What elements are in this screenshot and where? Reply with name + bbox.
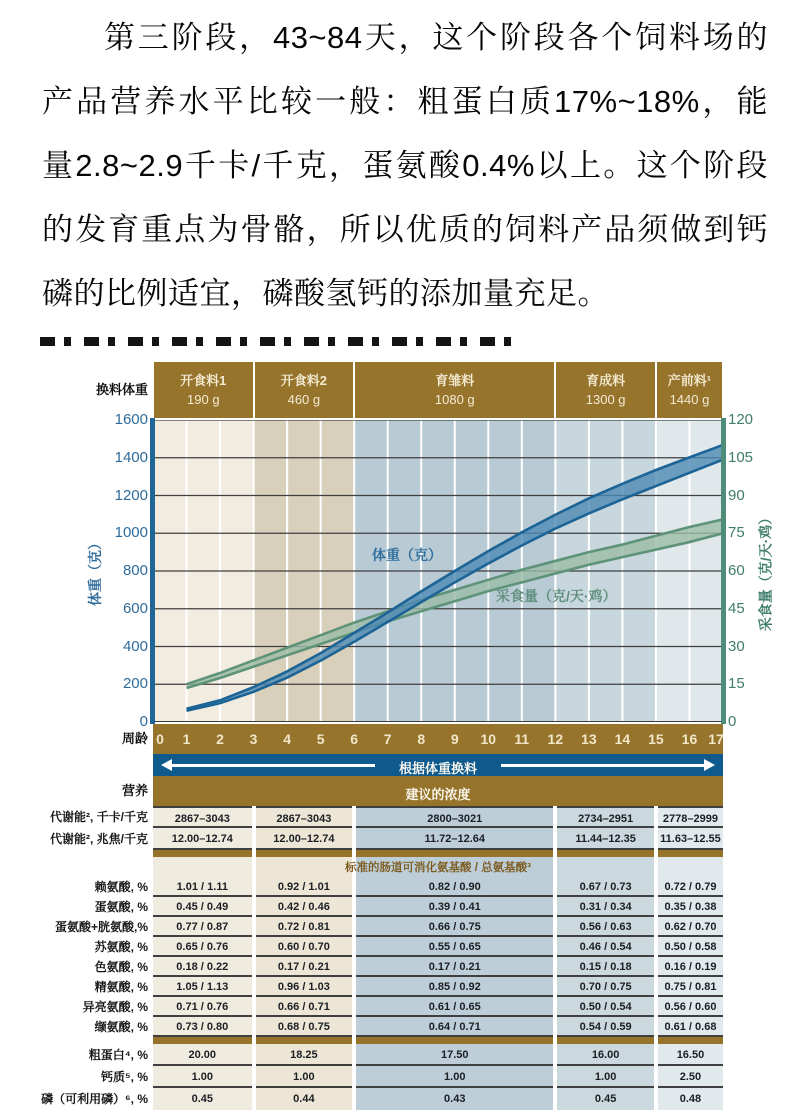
- table-cell: 16.50: [658, 1044, 723, 1066]
- week-tick-label: 12: [547, 731, 564, 747]
- phase-weight: 1080 g: [434, 392, 475, 407]
- table-cell: 0.92 / 1.01: [256, 877, 353, 897]
- right-axis-tick-label: 0: [728, 713, 737, 730]
- week-tick-label: 11: [514, 731, 530, 747]
- right-axis-tick-label: 45: [728, 599, 745, 617]
- row-label: 粗蛋白⁴, %: [88, 1048, 148, 1062]
- table-cell: 0.96 / 1.03: [256, 977, 353, 997]
- table-cell: 18.25: [256, 1044, 353, 1066]
- week-tick-label: 14: [614, 731, 631, 747]
- left-axis-tick-label: 1000: [114, 524, 148, 542]
- section-divider: [256, 1037, 353, 1044]
- row-label: 钙质⁵, %: [101, 1070, 148, 1084]
- table-cell: 11.63–12.55: [658, 828, 723, 850]
- table-cell: 0.60 / 0.70: [256, 937, 353, 957]
- table-cell: 2.50: [658, 1066, 723, 1088]
- week-tick-label: 17: [708, 731, 724, 747]
- right-axis-tick-label: 30: [728, 637, 745, 655]
- chart-svg: [153, 420, 723, 722]
- table-cell: 12.00–12.74: [153, 828, 252, 850]
- recommended-band-title: 建议的浓度: [405, 787, 471, 802]
- left-axis-tick-label: 800: [122, 562, 148, 579]
- table-cell: 0.43: [356, 1088, 553, 1110]
- table-cell: 0.17 / 0.21: [356, 957, 553, 977]
- left-axis-tick-label: 1200: [114, 486, 148, 504]
- right-axis-title: 采食量（克/天·鸡）: [757, 510, 773, 632]
- table-cell: 0.54 / 0.59: [557, 1017, 654, 1037]
- table-cell: 20.00: [153, 1044, 252, 1066]
- table-cell: 1.00: [256, 1066, 353, 1088]
- intake-series-label: 采食量（克/天·鸡）: [496, 588, 617, 604]
- table-cell: 0.56 / 0.60: [658, 997, 723, 1017]
- transition-arrow-band: [153, 754, 723, 776]
- right-axis-tick-label: 15: [728, 675, 745, 693]
- week-tick-label: 2: [216, 731, 224, 747]
- left-axis-tick-label: 1600: [114, 411, 148, 428]
- phase-header-box: [255, 362, 354, 418]
- table-cell: 0.72 / 0.79: [658, 877, 723, 897]
- right-arrow-line: [501, 764, 706, 767]
- left-axis-bar: [150, 418, 155, 724]
- paragraph-line: 磷的比例适宜，磷酸氢钙的添加量充足。: [42, 276, 609, 311]
- right-axis-tick-label: 60: [728, 562, 745, 579]
- left-axis-tick-label: 400: [122, 637, 148, 655]
- section-divider: [356, 1037, 553, 1044]
- week-tick-label: 8: [417, 731, 426, 747]
- table-cell: 1.00: [153, 1066, 252, 1088]
- table-cell: 0.64 / 0.71: [356, 1017, 553, 1037]
- recommended-band: [153, 776, 723, 806]
- week-tick-label: 6: [350, 731, 359, 747]
- row-label: 代谢能², 千卡/千克: [50, 810, 148, 824]
- phase-name: 产前料¹: [667, 373, 712, 388]
- phase-header-box: [355, 362, 554, 418]
- table-cell: 0.85 / 0.92: [356, 977, 553, 997]
- table-cell: 0.42 / 0.46: [256, 897, 353, 917]
- table-cell: 0.16 / 0.19: [658, 957, 723, 977]
- row-label: 代谢能², 兆焦/千克: [50, 832, 148, 846]
- table-cell: 2800–3021: [356, 806, 553, 828]
- section-divider: [153, 850, 252, 857]
- plot-area: [153, 420, 723, 722]
- right-axis-tick-label: 120: [728, 411, 754, 428]
- table-cell: 0.77 / 0.87: [153, 917, 252, 937]
- phase-weight: 1300 g: [585, 392, 626, 407]
- table-cell: 0.67 / 0.73: [557, 877, 654, 897]
- table-cell: 0.66 / 0.71: [256, 997, 353, 1017]
- table-cell: 0.62 / 0.70: [658, 917, 723, 937]
- table-cell: 0.50 / 0.58: [658, 937, 723, 957]
- table-cell: 0.45: [557, 1088, 654, 1110]
- table-cell: 1.00: [557, 1066, 654, 1088]
- week-tick-label: 3: [249, 731, 258, 747]
- table-cell: 17.50: [356, 1044, 553, 1066]
- table-cell: 0.45 / 0.49: [153, 897, 252, 917]
- table-cell: 11.44–12.35: [557, 828, 654, 850]
- transition-band-label: 根据体重换料: [398, 761, 477, 776]
- week-tick-label: 4: [283, 731, 291, 747]
- table-cell: 0.17 / 0.21: [256, 957, 353, 977]
- row-label: 缬氨酸, %: [94, 1020, 148, 1034]
- table-cell: 2778–2999: [658, 806, 723, 828]
- table-cell: 0.31 / 0.34: [557, 897, 654, 917]
- phase-name: 开食料1: [180, 373, 227, 388]
- table-cell: 16.00: [557, 1044, 654, 1066]
- table-cell: 0.75 / 0.81: [658, 977, 723, 997]
- phase-header-box: [657, 362, 722, 418]
- table-cell: 0.15 / 0.18: [557, 957, 654, 977]
- right-axis-tick-label: 105: [728, 448, 754, 466]
- table-cell: 0.66 / 0.75: [356, 917, 553, 937]
- section-divider: [557, 850, 654, 857]
- section-divider: [658, 850, 723, 857]
- table-cell: 2734–2951: [557, 806, 654, 828]
- week-tick-label: 15: [648, 731, 664, 747]
- right-axis-tick-label: 75: [728, 524, 745, 542]
- left-axis-tick-label: 1400: [114, 448, 148, 466]
- table-cell: 12.00–12.74: [256, 828, 353, 850]
- left-axis-title: 体重（克）: [87, 536, 103, 606]
- section-divider: [356, 850, 553, 857]
- paragraph-line: 量2.8~2.9千卡/千克，蛋氨酸0.4%以上。这个阶段: [42, 148, 768, 183]
- left-axis-tick-label: 600: [122, 599, 148, 617]
- weight-series-label: 体重（克）: [372, 547, 442, 563]
- nutrition-label: 营养: [121, 783, 148, 798]
- table-cell: 0.72 / 0.81: [256, 917, 353, 937]
- section-divider: [153, 1037, 252, 1044]
- phase-header-box: [556, 362, 655, 418]
- row-label: 色氨酸, %: [94, 960, 148, 974]
- row-label: 苏氨酸, %: [94, 940, 148, 954]
- week-axis-band: [153, 724, 723, 754]
- paragraph-line: 产品营养水平比较一般：粗蛋白质17%~18%，能: [42, 84, 768, 119]
- section-divider: [658, 1037, 723, 1044]
- table-cell: 0.56 / 0.63: [557, 917, 654, 937]
- section-divider: [557, 1037, 654, 1044]
- table-cell: 0.73 / 0.80: [153, 1017, 252, 1037]
- phase-header-label: 换料体重: [95, 382, 148, 397]
- week-tick-label: 1: [182, 731, 191, 747]
- phase-weight: 190 g: [187, 392, 220, 407]
- paragraph-line: 的发育重点为骨骼，所以优质的饲料产品须做到钙: [42, 212, 768, 247]
- row-label: 蛋氨酸+胱氨酸,%: [54, 920, 148, 934]
- table-cell: 0.68 / 0.75: [256, 1017, 353, 1037]
- row-label: 异亮氨酸, %: [82, 1000, 148, 1014]
- table-cell: 0.39 / 0.41: [356, 897, 553, 917]
- nutrition-table: [0, 806, 810, 1115]
- phase-header-box: [154, 362, 253, 418]
- table-cell: 0.55 / 0.65: [356, 937, 553, 957]
- table-cell: 0.18 / 0.22: [153, 957, 252, 977]
- paragraph-line: 第三阶段，43~84天，这个阶段各个饲料场的: [104, 20, 768, 55]
- phase-name: 开食料2: [280, 373, 327, 388]
- week-tick-label: 5: [316, 731, 325, 747]
- feeding-program-figure: [0, 330, 810, 1115]
- right-axis-bar: [721, 418, 726, 724]
- left-axis-tick-label: 200: [122, 675, 148, 693]
- table-cell: 0.82 / 0.90: [356, 877, 553, 897]
- table-cell: 0.45: [153, 1088, 252, 1110]
- week-tick-label: 0: [156, 731, 164, 747]
- table-cell: 0.70 / 0.75: [557, 977, 654, 997]
- table-cell: 1.00: [356, 1066, 553, 1088]
- right-axis-tick-label: 90: [728, 486, 745, 504]
- table-cell: 2867–3043: [256, 806, 353, 828]
- table-cell: 0.35 / 0.38: [658, 897, 723, 917]
- table-cell: 11.72–12.64: [356, 828, 553, 850]
- week-axis-label: 周龄: [121, 731, 148, 746]
- week-tick-label: 7: [383, 731, 392, 747]
- table-cell: 0.50 / 0.54: [557, 997, 654, 1017]
- phase-weight: 1440 g: [669, 392, 710, 407]
- table-cell: 0.44: [256, 1088, 353, 1110]
- row-label: 磷（可利用磷）⁶, %: [41, 1092, 148, 1106]
- table-cell: 0.65 / 0.76: [153, 937, 252, 957]
- table-cell: 0.61 / 0.68: [658, 1017, 723, 1037]
- section-header: 标准的肠道可消化氨基酸 / 总氨基酸³: [345, 862, 531, 874]
- table-cell: 0.61 / 0.65: [356, 997, 553, 1017]
- table-cell: 1.01 / 1.11: [153, 877, 252, 897]
- right-arrowhead-icon: [704, 759, 715, 771]
- table-cell: 0.71 / 0.76: [153, 997, 252, 1017]
- phase-weight: 460 g: [287, 392, 321, 407]
- phase-name: 育雏料: [435, 373, 475, 388]
- row-label: 赖氨酸, %: [94, 880, 148, 894]
- body-paragraph: [42, 6, 768, 326]
- table-cell: 0.46 / 0.54: [557, 937, 654, 957]
- row-label: 精氨酸, %: [94, 980, 148, 994]
- table-cell: 1.05 / 1.13: [153, 977, 252, 997]
- week-tick-label: 10: [480, 731, 497, 747]
- week-tick-label: 13: [581, 731, 597, 747]
- week-tick-label: 9: [450, 731, 459, 747]
- table-cell: 0.48: [658, 1088, 723, 1110]
- week-tick-label: 16: [681, 731, 698, 747]
- phase-name: 育成料: [586, 373, 626, 388]
- row-label: 蛋氨酸, %: [94, 900, 148, 914]
- section-divider: [256, 850, 353, 857]
- left-axis-tick-label: 0: [139, 713, 148, 730]
- table-cell: 2867–3043: [153, 806, 252, 828]
